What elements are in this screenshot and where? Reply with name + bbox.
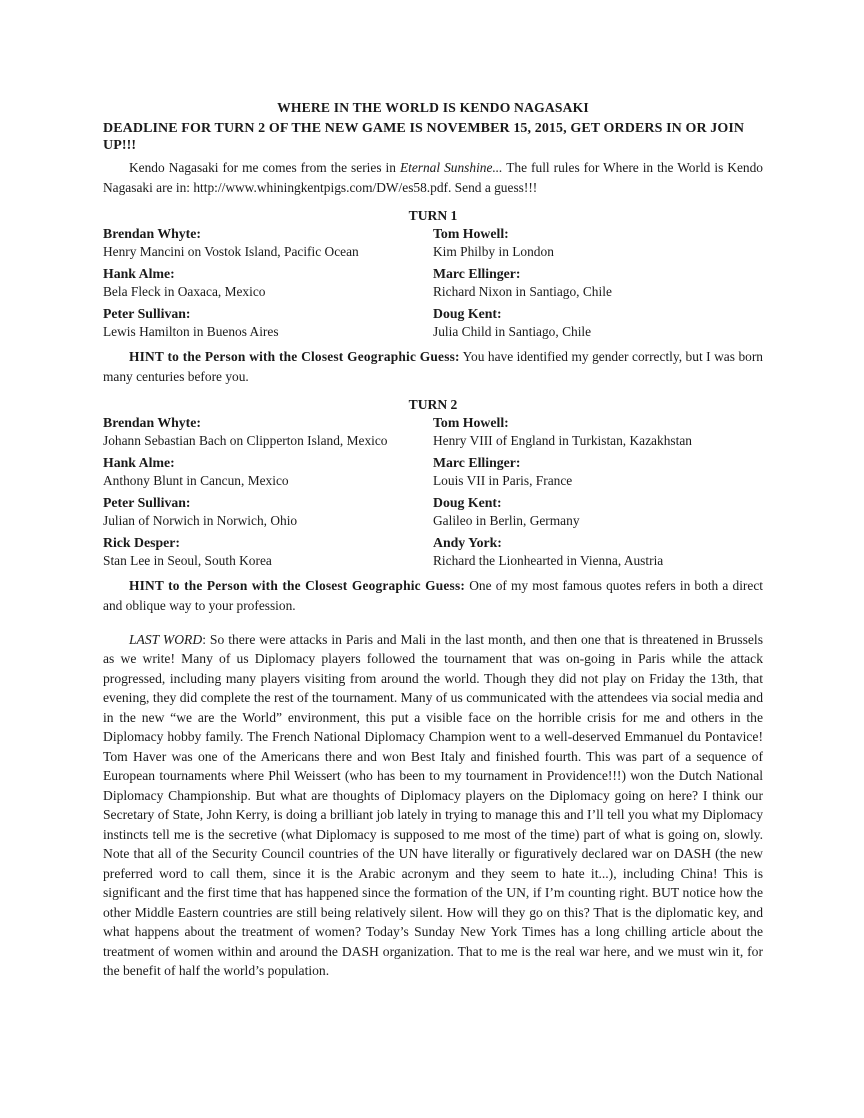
player-name: Doug Kent:: [433, 306, 502, 322]
last-word-lead: LAST WORD: [129, 631, 203, 647]
deadline-notice: DEADLINE FOR TURN 2 OF THE NEW GAME IS NOVEMBER 15, 2015, GET ORDERS IN OR JOIN UP!!!: [103, 121, 745, 153]
intro-text: Kendo Nagasaki for me comes from the series in: [129, 160, 400, 175]
guess-entry: [103, 414, 433, 450]
player-name: Doug Kent:: [433, 495, 502, 511]
player-guess: Henry Mancini on Vostok Island, Pacific Ocean: [103, 244, 359, 260]
player-name: Marc Ellinger:: [433, 266, 521, 282]
guess-entry: [433, 414, 763, 450]
guess-entry: [433, 305, 763, 341]
player-guess: Bela Fleck in Oaxaca, Mexico: [103, 284, 266, 300]
guess-entry: [103, 454, 433, 490]
guess-entry: [433, 225, 763, 261]
guess-entry: [433, 494, 763, 530]
hint-lead: HINT to the Person with the Closest Geographic Guess:: [129, 578, 466, 594]
guess-entry: [433, 265, 763, 301]
player-name: Brendan Whyte:: [103, 415, 201, 431]
guess-entry: [103, 265, 433, 301]
player-guess: Anthony Blunt in Cancun, Mexico: [103, 473, 289, 489]
player-guess: Richard the Lionhearted in Vienna, Austria: [433, 553, 664, 569]
turn-2-section: [103, 396, 763, 615]
document-page: [103, 98, 763, 981]
turn-heading: TURN 2: [408, 397, 458, 413]
guess-entry: [103, 494, 433, 530]
last-word-paragraph: [103, 630, 763, 981]
player-guess: Louis VII in Paris, France: [433, 473, 573, 489]
player-name: Tom Howell:: [433, 415, 509, 431]
hint-paragraph: [103, 347, 763, 386]
hint-text: You have identified my gender correctly, but I was born many centuries before you.: [103, 349, 763, 384]
guess-grid: [103, 414, 763, 570]
hint-text: One of my most famous quotes refers in both a direct and oblique way to your profession.: [103, 578, 764, 613]
last-word-text: : So there were attacks in Paris and Mali in the last month, and then one that is threatened in Brussels as we write! Many of us Diplomacy players followed the tournament that was on-going in Paris while the attack progressed, including many players visiting from around the world. Though they did not play on Friday the 13th, that evening, they did complete the rest of the tournament. Many of us communicated with the attendees via social media and in the new “we are the World” environment, this put a visible face on the horrible crisis for me and others in the Diplomacy hobby family. The French National Diplomacy Champion went to a well-deserved Emmanuel du Pontavice! Tom Haver was one of the Americans there and won Best Italy and finished fourth. This was part of a sequence of European tournaments where Phil Weissert (who has been to my tournament in Providence!!!) won the Dutch National Diplomacy Championship. But what are thoughts of Diplomacy players on the Diplomacy going on here? I think our Secretary of State, John Kerry, is doing a brilliant job lately in trying to manage this and I’ll tell you what my Diplomacy instincts tell me is the secretive (what Diplomacy is supposed to me most of the time) part of what is going on, slowly. Note that all of the Security Council countries of the UN have literally or figuratively declared war on DASH (the new preferred word to call them, since it is the Arabic acronym and they seem to hate it...), including China! This is significant and the first time that has happened since the formation of the UN, if I’m counting right. BUT notice how the other Middle Eastern countries are still being relatively silent. How will they go on this? That is the diplomatic key, and what happens about the treatment of women? Today’s Sunday New York Times has a long chilling article about the treatment of women within and around the DASH organization. That to me is the real war here, and we must win it, for the benefit of half the world’s population.: [103, 631, 764, 979]
guess-entry: [103, 534, 433, 570]
player-name: Hank Alme:: [103, 266, 175, 282]
turn-heading: TURN 1: [408, 208, 458, 224]
player-name: Rick Desper:: [103, 535, 181, 551]
guess-entry: [433, 534, 763, 570]
intro-series-title: Eternal Sunshine...: [399, 160, 503, 175]
guess-entry: [103, 305, 433, 341]
player-guess: Lewis Hamilton in Buenos Aires: [103, 324, 279, 340]
player-name: Andy York:: [433, 535, 502, 551]
player-guess: Galileo in Berlin, Germany: [433, 513, 580, 529]
guess-grid: [103, 225, 763, 341]
document-title: WHERE IN THE WORLD IS KENDO NAGASAKI: [277, 100, 589, 115]
guess-entry: [433, 454, 763, 490]
hint-lead: HINT to the Person with the Closest Geographic Guess:: [129, 349, 460, 365]
guess-entry: [103, 225, 433, 261]
player-guess: Johann Sebastian Bach on Clipperton Island, Mexico: [103, 433, 388, 449]
intro-paragraph: [103, 158, 763, 197]
turn-1-section: [103, 207, 763, 386]
player-guess: Kim Philby in London: [433, 244, 554, 260]
player-name: Peter Sullivan:: [103, 495, 191, 511]
player-guess: Julian of Norwich in Norwich, Ohio: [103, 513, 298, 529]
hint-paragraph: [103, 576, 763, 615]
player-guess: Henry VIII of England in Turkistan, Kazakhstan: [433, 433, 692, 449]
player-guess: Julia Child in Santiago, Chile: [433, 324, 592, 340]
player-guess: Richard Nixon in Santiago, Chile: [433, 284, 612, 300]
player-name: Marc Ellinger:: [433, 455, 521, 471]
player-guess: Stan Lee in Seoul, South Korea: [103, 553, 272, 569]
player-name: Brendan Whyte:: [103, 226, 201, 242]
player-name: Peter Sullivan:: [103, 306, 191, 322]
intro-rules-text: The full rules for Where in the World is Kendo Nagasaki are in: http://www.whiningkentpigs.com/DW/es58.pdf. Send a guess!!!: [103, 160, 763, 195]
player-name: Tom Howell:: [433, 226, 509, 242]
player-name: Hank Alme:: [103, 455, 175, 471]
